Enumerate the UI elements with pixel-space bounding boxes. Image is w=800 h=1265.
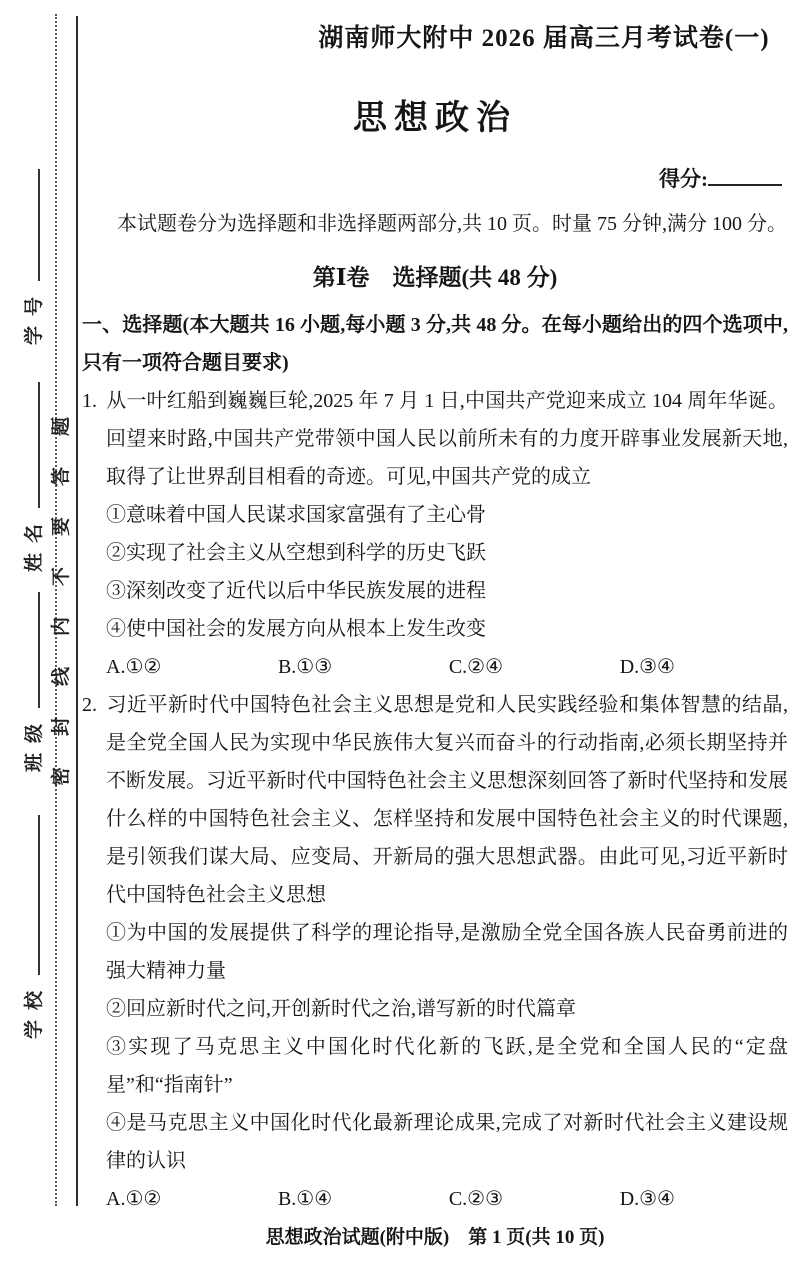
question-2-stem <box>82 686 788 914</box>
exam-title: 湖南师大附中 2026 届高三月考试卷(一) <box>318 25 770 52</box>
question-1-item-4: ④使中国社会的发展方向从根本上发生改变 <box>106 618 486 640</box>
question-1-stem <box>82 382 788 496</box>
margin-label-student-id <box>23 162 47 352</box>
score-blank <box>708 168 782 186</box>
question-1-options <box>82 648 675 686</box>
question-2-item-4: ④是马克思主义中国化时代化最新理论成果,完成了对新时代社会主义建设规律的认识 <box>106 1112 788 1172</box>
seal-warning-text: 密封线内不要答题 <box>51 386 72 787</box>
question-2-option-c: C.②③ <box>448 1188 504 1210</box>
page-footer: 思想政治试题(附中版) 第 1 页(共 10 页) <box>265 1227 605 1248</box>
section-heading: 第Ⅰ卷 选择题(共 48 分) <box>312 265 558 290</box>
margin-label-class <box>23 582 47 782</box>
score-label: 得分: <box>659 167 708 191</box>
question-1-item-2: ②实现了社会主义从空想到科学的历史飞跃 <box>106 542 486 564</box>
main-content <box>82 0 788 1218</box>
seal-solid-line <box>76 16 78 1206</box>
question-2-options <box>82 1180 675 1218</box>
class-label: 班级 <box>24 714 45 773</box>
question-1-item-1: ①意味着中国人民谋求国家富强有了主心骨 <box>106 504 486 526</box>
class-blank <box>26 592 40 708</box>
student-id-label: 学号 <box>24 287 45 346</box>
name-label: 姓名 <box>24 514 45 573</box>
subject-title: 思想政治 <box>353 100 517 137</box>
school-blank <box>26 815 40 975</box>
selection-instruction: 一、选择题(本大题共 16 小题,每小题 3 分,共 48 分。在每小题给出的四个选项中,只有一项符合题目要求) <box>82 314 788 374</box>
question-1-number: 1. <box>82 390 97 412</box>
intro-paragraph: 本试题卷分为选择题和非选择题两部分,共 10 页。时量 75 分钟,满分 100 分。 <box>117 213 787 235</box>
question-1 <box>82 382 788 686</box>
school-label: 学校 <box>24 981 45 1040</box>
margin-label-school <box>23 810 47 1044</box>
margin-label-name <box>23 372 47 582</box>
question-2-stem-text: 习近平新时代中国特色社会主义思想是党和人民实践经验和集体智慧的结晶,是全党全国人民为实现中华民族伟大复兴而奋斗的行动指南,必须长期坚持并不断发展。习近平新时代中国特色社会主义思想深刻回答了新时代坚持和发展什么样的中国特色社会主义、怎样坚持和发展中国特色社会主义的时代课题,是引领我们谋大局、应变局、开新局的强大思想武器。由此可见,习近平新时代中国特色社会主义思想 <box>106 694 788 906</box>
question-1-stem-text: 从一叶红船到巍巍巨轮,2025 年 7 月 1 日,中国共产党迎来成立 104 周年华诞。回望来时路,中国共产党带领中国人民以前所未有的力度开辟事业发展新天地,取得了让世界刮目相看的奇迹。可见,中国共产党的成立 <box>106 390 788 488</box>
name-blank <box>26 382 40 508</box>
question-2-item-3: ③实现了马克思主义中国化时代化新的飞跃,是全党和全国人民的“定盘星”和“指南针” <box>106 1036 788 1096</box>
question-2-option-a: A.①② <box>106 1188 162 1210</box>
question-2-item-1: ①为中国的发展提供了科学的理论指导,是激励全党全国各族人民奋勇前进的强大精神力量 <box>106 922 788 982</box>
score-row <box>82 163 788 193</box>
question-1-item-3: ③深刻改变了近代以后中华民族发展的进程 <box>106 580 486 602</box>
question-1-option-a: A.①② <box>106 656 162 678</box>
question-2-option-d: D.③④ <box>619 1188 675 1210</box>
question-1-option-d: D.③④ <box>619 656 675 678</box>
question-2 <box>82 686 788 1218</box>
question-2-number: 2. <box>82 694 97 716</box>
question-1-option-c: C.②④ <box>448 656 504 678</box>
student-id-blank <box>26 169 40 281</box>
question-2-item-2: ②回应新时代之问,开创新时代之治,谱写新的时代篇章 <box>106 998 576 1020</box>
question-1-option-b: B.①③ <box>277 656 333 678</box>
question-2-option-b: B.①④ <box>277 1188 333 1210</box>
